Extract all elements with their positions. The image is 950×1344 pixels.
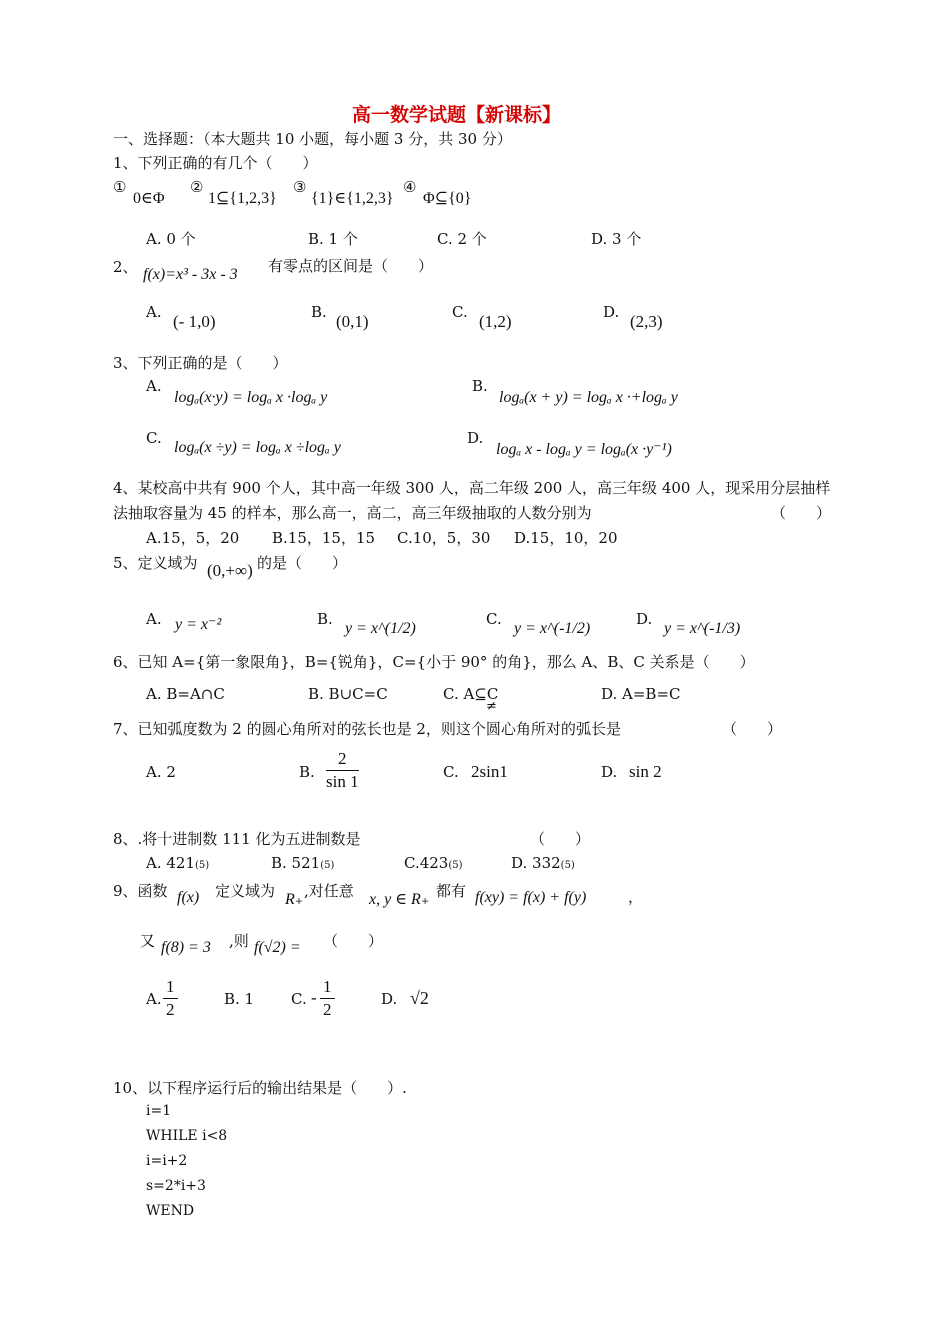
q4-option-b: B.15，15，15 bbox=[272, 529, 376, 547]
q1-item-formula: Φ⊆{0} bbox=[423, 190, 472, 207]
q9-text3: 都有 bbox=[436, 882, 467, 900]
fraction-denominator: 2 bbox=[323, 1000, 332, 1019]
section-heading: 一、选择题：（本大题共 10 小题，每小题 3 分，共 30 分） bbox=[113, 130, 512, 148]
q9-xy: x, y ∈ R₊ bbox=[369, 891, 430, 908]
q4-answer-paren: （ ） bbox=[771, 504, 832, 522]
q9-option-a-fraction bbox=[163, 976, 178, 1021]
q9-rplus: R₊ bbox=[285, 891, 304, 908]
q7-answer-paren: （ ） bbox=[722, 720, 783, 738]
q8-option-b bbox=[271, 854, 334, 872]
q4-option-c: C.10，5，30 bbox=[397, 529, 491, 547]
q9-fsqrt: f(√2) = bbox=[254, 939, 301, 956]
q9-option-c-fraction bbox=[320, 976, 335, 1021]
q5-suffix: 的是（ ） bbox=[257, 554, 348, 572]
q5-prefix: 5、定义域为 bbox=[113, 554, 198, 572]
q9-option-d: √2 bbox=[410, 988, 429, 1008]
q8-stem: 8、.将十进制数 111 化为五进制数是 bbox=[113, 830, 361, 848]
q9-option-c-sign: - bbox=[311, 988, 317, 1007]
q8-answer-paren: （ ） bbox=[530, 830, 591, 848]
q2-tail: 有零点的区间是（ ） bbox=[268, 257, 434, 275]
q5-option-c-label: C. bbox=[486, 610, 502, 628]
q9-answer-paren: （ ） bbox=[323, 932, 384, 950]
q3-option-c-label: C. bbox=[146, 429, 162, 447]
q9-text1: 定义域为 bbox=[215, 882, 276, 900]
q3-option-a: logₐ(x·y) = logₐ x ·logₐ y bbox=[174, 389, 328, 406]
code-line: i=i+2 bbox=[146, 1153, 188, 1169]
q9-also: 又 bbox=[140, 932, 156, 950]
q9-option-d-label: D. bbox=[381, 990, 398, 1008]
q7-option-c: 2sin1 bbox=[471, 762, 508, 781]
q1-item-marker: ④ bbox=[403, 178, 417, 196]
q8-option-d bbox=[511, 854, 575, 872]
q9-number: 9、函数 bbox=[113, 882, 168, 900]
q1-option-c: C. 2 个 bbox=[437, 230, 487, 248]
q6-option-c: C. A⊆C bbox=[443, 685, 499, 703]
q1-item-marker: ③ bbox=[293, 178, 307, 196]
q3-option-b-label: B. bbox=[472, 377, 488, 395]
q9-option-a-label: A. bbox=[146, 990, 162, 1008]
q7-stem: 7、已知弧度数为 2 的圆心角所对的弦长也是 2，则这个圆心角所对的弧长是 bbox=[113, 720, 621, 738]
q9-text2: ,对任意 bbox=[304, 882, 354, 900]
q5-option-b: y = x^(1/2) bbox=[345, 620, 416, 637]
q9-fx: f(x) bbox=[177, 889, 200, 906]
q3-option-d: logₐ x - logₐ y = logₐ(x ·y⁻¹) bbox=[496, 441, 672, 458]
fraction-denominator: 2 bbox=[166, 1000, 175, 1019]
q7-option-c-label: C. bbox=[443, 763, 459, 781]
q9-option-c-label: C. bbox=[291, 990, 307, 1008]
fraction-numerator: 1 bbox=[163, 976, 178, 999]
q1-item-marker: ① bbox=[113, 178, 127, 196]
code-line: i=1 bbox=[146, 1103, 172, 1119]
code-line: WEND bbox=[146, 1203, 195, 1219]
q9-option-b: B. 1 bbox=[224, 990, 255, 1008]
q4-option-d: D.15，10，20 bbox=[514, 529, 618, 547]
q6-option-d: D. A=B=C bbox=[601, 685, 681, 703]
q2-option-d: (2,3) bbox=[630, 312, 663, 331]
q5-option-a: y = x⁻² bbox=[175, 616, 222, 633]
base-subscript: (5) bbox=[448, 860, 463, 871]
q7-option-d: sin 2 bbox=[629, 762, 662, 781]
q3-option-c: logₐ(x ÷y) = logₐ x ÷logₐ y bbox=[174, 439, 341, 456]
q2-option-b: (0,1) bbox=[336, 312, 369, 331]
q5-option-a-label: A. bbox=[146, 610, 162, 628]
q3-option-d-label: D. bbox=[467, 429, 484, 447]
option-value: A. 421 bbox=[146, 854, 195, 872]
fraction-numerator: 1 bbox=[320, 976, 335, 999]
q9-f8: f(8) = 3 bbox=[161, 939, 211, 956]
q5-option-d-label: D. bbox=[636, 610, 653, 628]
q7-option-b-label: B. bbox=[299, 763, 315, 781]
q6-option-a: A. B=A∩C bbox=[146, 685, 225, 703]
fraction-denominator: sin 1 bbox=[326, 772, 359, 791]
q1-option-d: D. 3 个 bbox=[591, 230, 642, 248]
fraction-numerator: 2 bbox=[326, 748, 359, 771]
q1-item-formula: {1}∈{1,2,3} bbox=[311, 190, 394, 207]
q4-line2: 法抽取容量为 45 的样本，那么高一，高二，高三年级抽取的人数分别为 bbox=[113, 504, 592, 522]
q10-stem: 10、以下程序运行后的输出结果是（ ）. bbox=[113, 1079, 407, 1097]
q8-option-a bbox=[146, 854, 209, 872]
q9-then: ,则 bbox=[229, 932, 249, 950]
q4-option-a: A.15，5，20 bbox=[146, 529, 240, 547]
q7-option-b-fraction bbox=[326, 748, 359, 793]
code-line: s=2*i+3 bbox=[146, 1178, 206, 1194]
q3-option-b: logₐ(x + y) = logₐ x ·+logₐ y bbox=[499, 389, 678, 406]
option-value: B. 521 bbox=[271, 854, 321, 872]
q6-option-b: B. B∪C=C bbox=[308, 685, 388, 703]
page-title: 高一数学试题【新课标】 bbox=[352, 104, 562, 126]
q2-option-d-label: D. bbox=[603, 303, 620, 321]
q1-item-formula: 1⊆{1,2,3} bbox=[208, 190, 277, 207]
q9-equation: f(xy) = f(x) + f(y) bbox=[475, 889, 587, 906]
code-line: WHILE i<8 bbox=[146, 1128, 228, 1144]
q1-item-marker: ② bbox=[190, 178, 204, 196]
base-subscript: (5) bbox=[195, 860, 210, 871]
base-subscript: (5) bbox=[320, 860, 335, 871]
q2-option-a: (- 1,0) bbox=[173, 312, 216, 331]
q3-option-a-label: A. bbox=[146, 377, 162, 395]
q9-comma: ， bbox=[628, 888, 644, 906]
q7-option-a: A. 2 bbox=[146, 763, 176, 781]
q2-option-c: (1,2) bbox=[479, 312, 512, 331]
q2-option-c-label: C. bbox=[452, 303, 468, 321]
q6-not-equal-mark: ≠ bbox=[486, 699, 497, 714]
option-value: D. 332 bbox=[511, 854, 561, 872]
q2-option-b-label: B. bbox=[311, 303, 327, 321]
q2-option-a-label: A. bbox=[146, 303, 162, 321]
base-subscript: (5) bbox=[560, 860, 575, 871]
q4-line1: 4、某校高中共有 900 个人，其中高一年级 300 人，高二年级 200 人，高三年级 400 人，现采用分层抽样 bbox=[113, 479, 831, 497]
q5-interval: (0,+∞) bbox=[207, 561, 253, 580]
q1-option-a: A. 0 个 bbox=[146, 230, 196, 248]
q2-formula: f(x)=x³ - 3x - 3 bbox=[143, 266, 238, 283]
q8-option-c bbox=[404, 854, 463, 872]
q2-number: 2、 bbox=[113, 258, 138, 276]
q5-option-d: y = x^(-1/3) bbox=[664, 620, 741, 637]
q1-item-formula: 0∈Φ bbox=[133, 190, 165, 207]
q5-option-c: y = x^(-1/2) bbox=[514, 620, 591, 637]
q6-stem: 6、已知 A={第一象限角}，B={锐角}，C={小于 90° 的角}，那么 A、B、C 关系是（ ） bbox=[113, 653, 755, 671]
option-value: C.423 bbox=[404, 854, 449, 872]
q3-stem: 3、下列正确的是（ ） bbox=[113, 354, 288, 372]
q1-option-b: B. 1 个 bbox=[308, 230, 358, 248]
q5-option-b-label: B. bbox=[317, 610, 333, 628]
q7-option-d-label: D. bbox=[601, 763, 618, 781]
q1-stem: 1、下列正确的有几个（ ） bbox=[113, 154, 318, 172]
